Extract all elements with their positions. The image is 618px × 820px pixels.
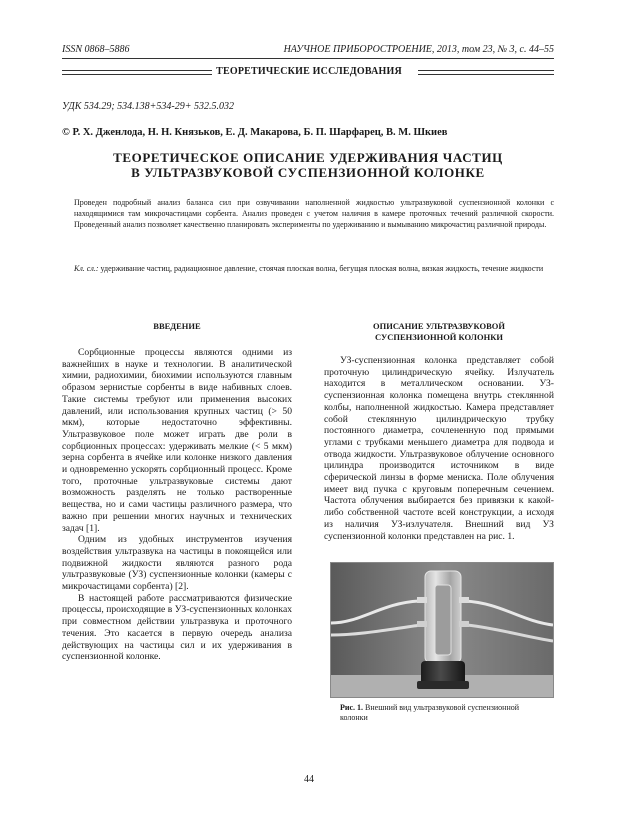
intro-paragraph-1: Сорбционные процессы являются одними из важнейших в науке и технологии. В аналитической химии, радиохимии, биохимии используются главным образом зернистые сорбенты в виде набивных слоев. Такие системы требуют или применения высоких давлений, или использования крупных частиц (> 50 мкм), которые недостаточно эффективны. Ультразвуковое поле может играть две роли в сорбционных процессах: удерживать мелкие (< 5 мкм) зерна сорбента в ячейке или колонке низкого давления и одновременно ускорять сорбционный процесс. Кроме того, проточные ультразвуковые системы дают возможность разделять не только растворенные вещества, но и сами частицы различного размера, что важно при решении многих научных и технических задач [1]. bbox=[62, 347, 292, 534]
keywords bbox=[74, 263, 554, 274]
page-number: 44 bbox=[304, 774, 314, 785]
intro-paragraph-2: Одним из удобных инструментов изучения воздействия ультразвука на частицы в покоящейся или подвижной жидкости являются разного рода ультразвуковые (УЗ) суспензионные колонки (камеры с микрочастицами сорбента) [2]. bbox=[62, 534, 292, 593]
header-rule bbox=[62, 58, 554, 59]
title-line-2: В УЛЬТРАЗВУКОВОЙ СУСПЕНЗИОННОЙ КОЛОНКЕ bbox=[131, 165, 485, 180]
abstract: Проведен подробный анализ баланса сил при озвучивании наполненной жидкостью ультразвуковой суспензионной колонки с находящимися там микрочастицами сорбента. Анализ проведен с учетом наличия в камере проточных течений различной скорости. Проведенный анализ позволяет качественно планировать эксперименты по удерживанию и вымыванию микрочастиц различной природы. bbox=[74, 198, 554, 229]
title-line-1: ТЕОРЕТИЧЕСКОЕ ОПИСАНИЕ УДЕРЖИВАНИЯ ЧАСТИЦ bbox=[113, 150, 503, 165]
description-column bbox=[324, 355, 554, 542]
intro-column bbox=[62, 347, 292, 663]
intro-heading: ВВЕДЕНИЕ bbox=[153, 321, 201, 331]
figure-photo bbox=[330, 562, 554, 698]
section-title: ТЕОРЕТИЧЕСКИЕ ИССЛЕДОВАНИЯ bbox=[216, 66, 402, 77]
description-heading-line-2: СУСПЕНЗИОННОЙ КОЛОНКИ bbox=[374, 332, 504, 342]
description-heading-line-1: ОПИСАНИЕ УЛЬТРАЗВУКОВОЙ bbox=[373, 321, 505, 331]
suspension-column-photo bbox=[331, 563, 553, 697]
journal-reference: НАУЧНОЕ ПРИБОРОСТРОЕНИЕ, 2013, том 23, № 3, с. 44–55 bbox=[283, 44, 554, 55]
figure-caption bbox=[340, 703, 546, 723]
udk-code: УДК 534.29; 534.138+534-29+ 532.5.032 bbox=[62, 101, 234, 112]
description-paragraph: УЗ-суспензионная колонка представляет собой проточную цилиндрическую ячейку. Излучатель находится в металлическом основании. УЗ-суспензионная колонка помещена внутрь стеклянной колбы, наполненной жидкостью. Камера представляет собой стеклянную цилиндрическую трубку постоянного диаметра, сочлененную под прямыми углами с трубками меньшего диаметра для подвода и отвода жидкости. Ультразвуковое облучение основного цилиндра производится источником в виде сферической линзы в форме мениска. Поле облучения имеет вид пучка с круговым поперечным сечением. Частота облучения выбирается без привязки к какой-либо собственной частоте всей конструкции, а исходя из наличия УЗ-излучателя. Внешний вид УЗ суспензионной колонки представлен на рис. 1. bbox=[324, 355, 554, 542]
intro-paragraph-3: В настоящей работе рассматриваются физические процессы, происходящие в УЗ-суспензионных колонках при совместном действии ультразвука и проточного течения. Это касается в первую очередь анализа действующих на частицы сил и их удерживания в суспензионной колонке. bbox=[62, 592, 292, 663]
issn: ISSN 0868–5886 bbox=[62, 44, 130, 55]
keywords-label: Кл. сл.: bbox=[74, 264, 99, 273]
keywords-text: удерживание частиц, радиационное давление, стоячая плоская волна, бегущая плоская волна, вязкая жидкость, течение жидкости bbox=[100, 264, 544, 273]
figure-label: Рис. 1. bbox=[340, 703, 364, 712]
figure-caption-text: Внешний вид ультразвуковой суспензионной колонки bbox=[340, 703, 520, 722]
description-heading bbox=[324, 321, 554, 343]
article-title bbox=[62, 150, 554, 180]
authors: © Р. Х. Дженлода, Н. Н. Князьков, Е. Д. Макарова, Б. П. Шарфарец, В. М. Шкиев bbox=[62, 127, 448, 138]
